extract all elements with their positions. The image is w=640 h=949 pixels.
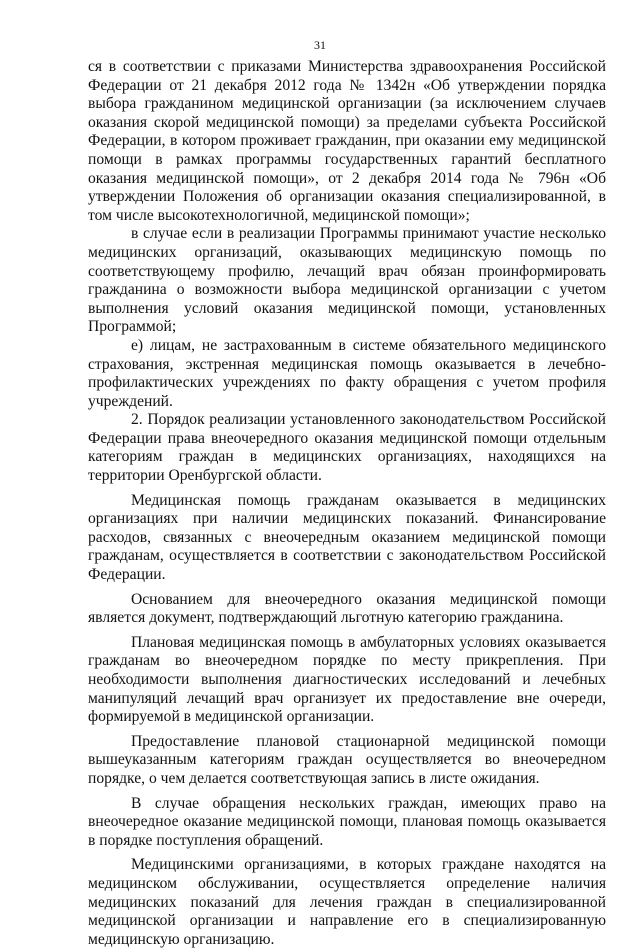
paragraph: 2. Порядок реализации установленного законодательством Российской Федерации права внеочередного оказания медицинской помощи отдельным категориям граждан в медицинских организациях, находящихся на территории Оренбургской области. — [88, 411, 606, 485]
paragraph: Плановая медицинская помощь в амбулаторных условиях оказывается гражданам во внеочередном порядке по месту прикрепления. При необходимости выполнения диагностических исследований и лечебных манипуляций лечащий врач организует их предоставление вне очереди, формируемой в медицинской организации. — [88, 633, 606, 726]
paragraph: е) лицам, не застрахованным в системе обязательного медицинского страхования, экстренная медицинская помощь оказывается в лечебно-профилактических учреждениях по факту обращения с учетом профиля учреждений. — [88, 336, 606, 410]
page-number: 31 — [314, 38, 326, 52]
paragraph: Предоставление плановой стационарной медицинской помощи вышеуказанным категориям граждан осуществляется во внеочередном порядке, о чем делается соответствующая запись в листе ожидания. — [88, 732, 606, 787]
paragraph-continuation: ся в соответствии с приказами Министерства здравоохранения Российской Федерации от 21 декабря 2012 года № 1342н «Об утверждении порядка выбора гражданином медицинской организации (за исключением случаев оказания скорой медицинской помощи) за пределами субъекта Российской Федерации, в котором проживает гражданин, при оказании ему медицинской помощи в рамках программы государственных гарантий бесплатного оказания медицинской помощи», от 2 декабря 2014 года № 796н «Об утверждении Положения об организации оказания специализированной, в том числе высокотехнологичной, медицинской помощи»; — [88, 58, 606, 224]
paragraph: Медицинская помощь гражданам оказывается в медицинских организациях при наличии медицинских показаний. Финансирование расходов, связанных с внеочередным оказанием медицинской помощи гражданам, осуществляется в соответствии с законодательством Российской Федерации. — [88, 491, 606, 584]
paragraph: Медицинскими организациями, в которых граждане находятся на медицинском обслуживании, осуществляется определение наличия медицинских показаний для лечения граждан в специализированной медицинской организации и направление его в специализированную медицинскую организацию. — [88, 856, 606, 948]
paragraph: в случае если в реализации Программы принимают участие несколько медицинских организаций, оказывающих медицинскую помощь по соответствующему профилю, лечащий врач обязан проинформировать гражданина о возможности выбора медицинской организации с учетом выполнения условий оказания медицинской помощи, установленных Программой; — [88, 225, 606, 336]
paragraph: В случае обращения нескольких граждан, имеющих право на внеочередное оказание медицинской помощи, плановая помощь оказывается в порядке поступления обращений. — [88, 794, 606, 849]
document-body — [88, 58, 606, 949]
paragraph: Основанием для внеочередного оказания медицинской помощи является документ, подтверждающий льготную категорию гражданина. — [88, 590, 606, 627]
